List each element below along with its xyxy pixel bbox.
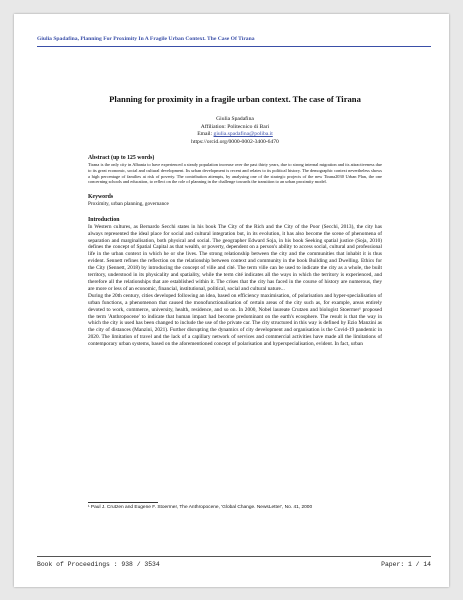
footnote: ¹ Paul J. Crutzen and Eugene F. Stoermer, The Anthropocene, 'Global Change. NewsLetter', No. 41, 2000 [88,505,313,510]
paper-content [88,94,382,348]
proceedings-page-count: Book of Proceedings : 938 / 3534 [37,561,160,568]
introduction-paragraph-2: During the 20th century, cities developed following an idea, based on efficiency maximisation, of polarisation and hyper-specialisation of urban functions, a phenomenon that caused the monofunctionalisation of certain areas of the city such as, for example, areas entirely devoted to work, commerce, university, health, residence, and so on. In 2000, Nobel laureate Crutzen and biologist Stoermer¹ proposed the term 'Anthropocene' to indicate that human impact had become predominant on the earth's ecosphere. The result is that the way in which the city is used has been changed to include the use of the private car. The city structured in this way is defined by Ezio Manzini as the city of distances (Manzini, 2021). Further disrupting the dynamics of city development and organisation is the Covid-19 pandemic in 2020. The limitation of travel and the lack of a capillary network of services and commercial activities have made all the limitations of contemporary urban systems, based on the aforementioned concept of polarisation and hyperspecialisation, evident. In fact, urban [88,292,382,348]
abstract-heading: Abstract (up to 125 words) [88,155,155,162]
footer-rule [37,556,431,557]
paper-title: Planning for proximity in a fragile urban context. The case of Tirana [109,94,361,104]
author-name: Giulia Spadafina [216,116,254,122]
email-label: Email: [197,131,213,138]
paper-page-count: Paper: 1 / 14 [381,561,431,568]
orcid-link[interactable]: https://orcid.org/0000-0002-3400-6470 [191,138,279,145]
footnote-rule [88,502,158,503]
introduction-heading: Introduction [88,216,120,223]
header-rule [37,46,431,47]
author-block [88,116,382,146]
author-affiliation: Affiliation: Politecnico di Bari [200,123,270,130]
running-header: Giulia Spadafina, Planning For Proximity In A Fragile Urban Context. The Case Of Tirana [37,36,255,42]
introduction-body [88,224,382,348]
abstract-text: Tirana is the only city in Albania to have experienced a steady population increase over the past thirty years, due to strong internal migration and its attractiveness due to its great economic, social and cultural development. Its urban development is recent and relates to its political history. The demographic context nevertheless shows a high percentage of families at risk of poverty. The contribution attempts, by analysing one of the strategic projects of the new Tirana2030 Urban Plan, the one concerning schools and education, to reflect on the role of planning in the challenge towards the transition to an urban proximity model. [88,162,382,185]
email-link[interactable]: giulia.spadafina@poliba.it [213,131,273,138]
keywords-heading: Keywords [88,193,114,200]
author-email-line [88,131,382,139]
introduction-paragraph-1: In Western cultures, as Bernardo Secchi states in his book The City of the Rich and the City of the Poor (Secchi, 2013), the city has always represented the ideal place for social and cultural integration but, in its evolution, it has also become the scene of phenomena of separation and marginalisation, both physical and social. The geographer Edward Soja, in his book Seeking spatial justice (Soja, 2010) defines the concept of Spatial Capital as that wealth, or poverty, dependent on a person's ability to access social, cultural and professional life in the urban context in which he or she lives. The strong relationship between the city and the communities that inhabit it is thus evident. Sennett refines the reflection on the relationship between context and community in the book Building and Dwelling. Ethics for the City (Sennett, 2018) by introducing the concept of ville and cité. The term ville can be used to indicate the city as a whole, the built territory, understood in its physicality and spatiality, while the term cité indicates all the ways in which the territory is experienced, and therefore all the relationships that are established within it. The crises that the city has faced in the course of history are numerous, they are more or less of an economic, financial, institutional, political, social and cultural nature... [88,223,382,292]
keywords-text: Proximity, urban planning, governance [88,200,169,207]
paper-page [14,14,449,587]
